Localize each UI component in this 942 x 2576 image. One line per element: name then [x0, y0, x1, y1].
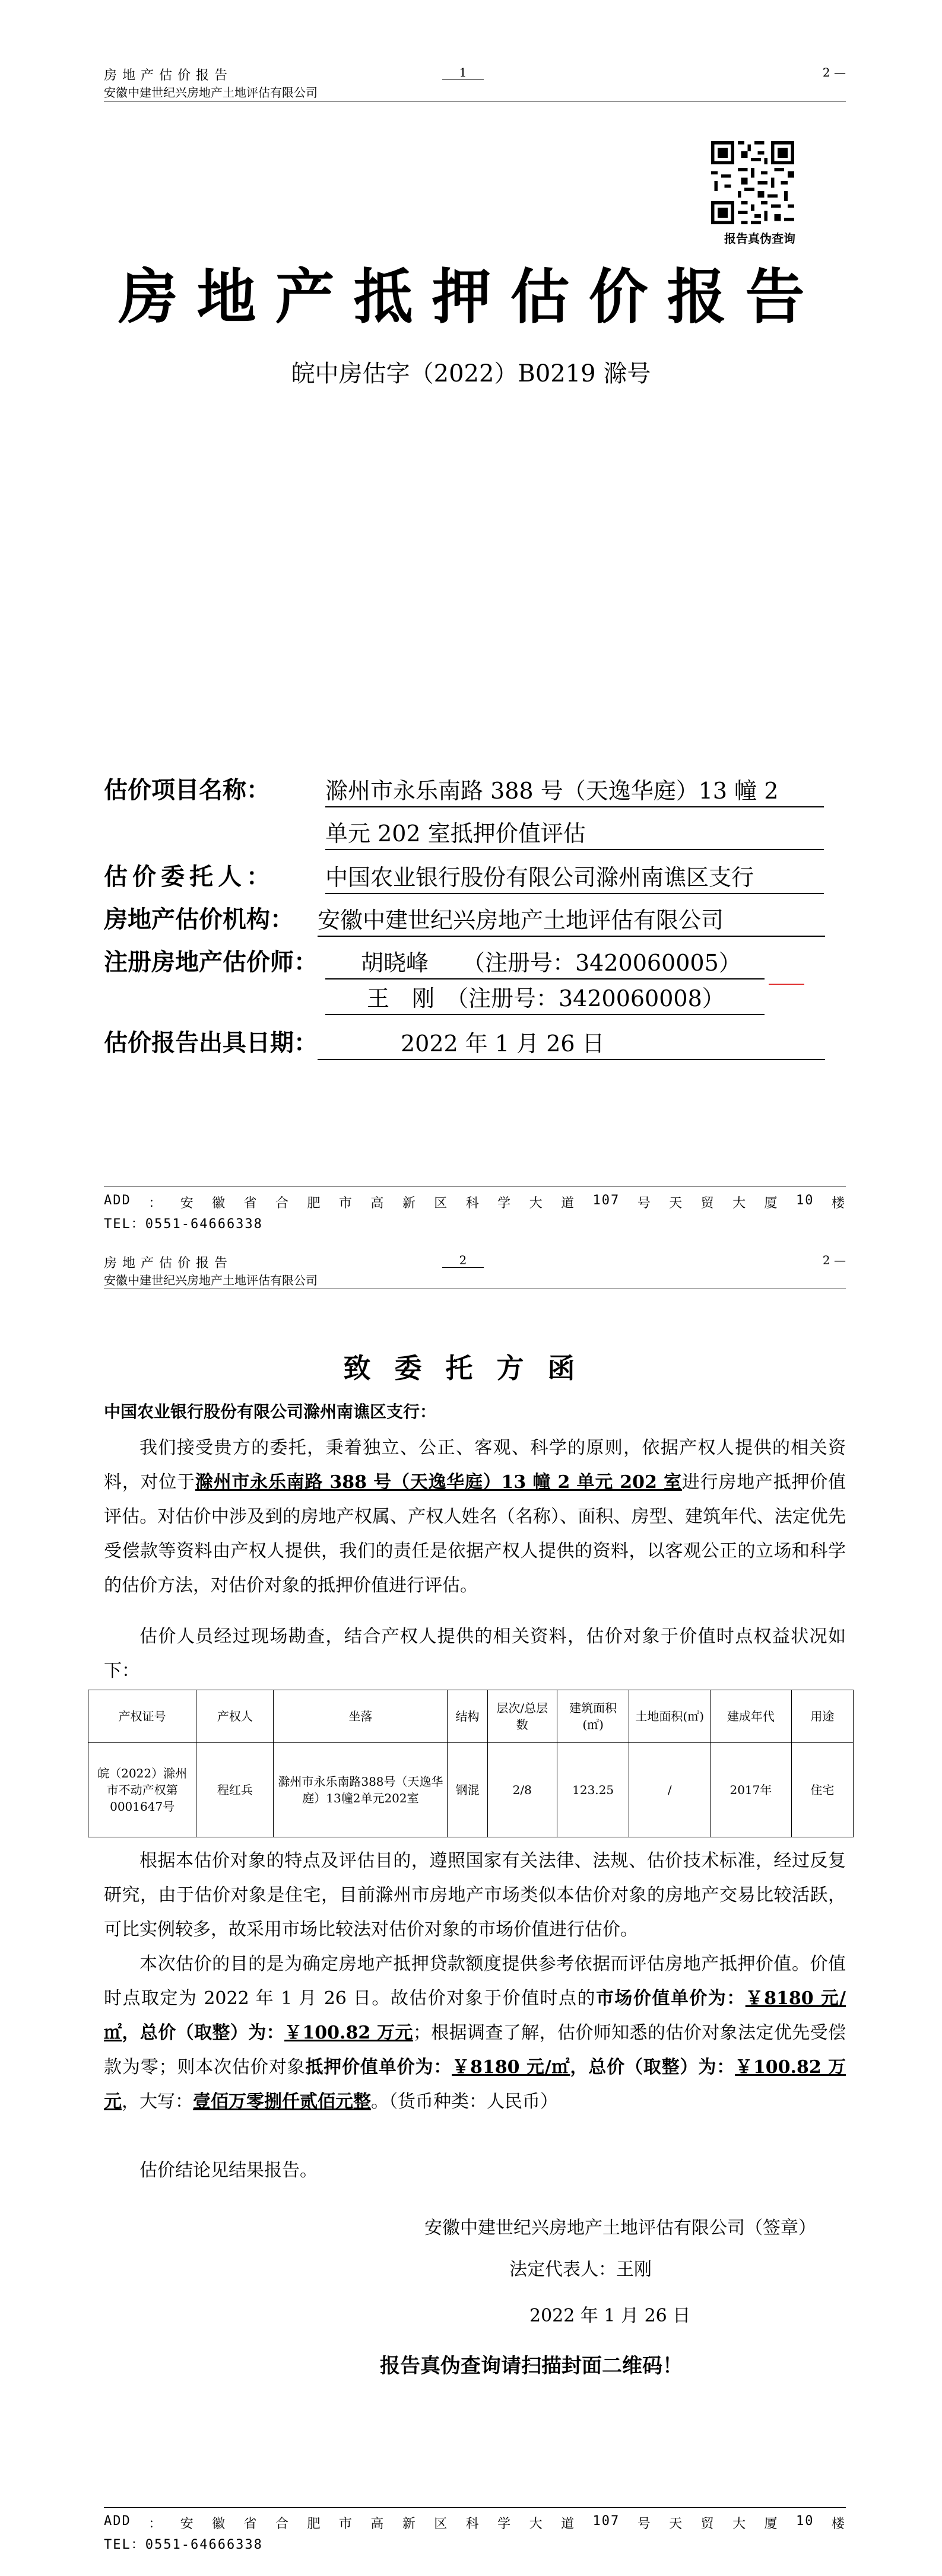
amount-in-words: 壹佰万零捌仟贰佰元整	[193, 2091, 371, 2112]
table-header: 产权人	[196, 1690, 274, 1743]
addr-char: 号	[637, 2517, 652, 2532]
p1-a: 我们接受贵方的委托，秉着独立、公正、客观、科学的原则，依据产权人提供的相关资料，对位于	[104, 1438, 846, 1493]
table-header: 层次/总层数	[487, 1690, 557, 1743]
table-cell: 2017年	[711, 1743, 792, 1837]
signature-date: 2022 年 1 月 26 日	[529, 2305, 691, 2326]
appraiser-label: 注册房地产估价师：	[104, 949, 318, 976]
addr-char: 安	[180, 1196, 195, 1211]
report-number: 皖中房估字（2022）B0219 滁号	[291, 360, 651, 387]
addr-char: 区	[434, 2517, 449, 2532]
footer	[104, 1187, 846, 1232]
addr-char: 大	[529, 1196, 544, 1211]
addr-char: 省	[243, 1196, 258, 1211]
paragraph-4	[104, 1947, 846, 2119]
addr-char: 徽	[212, 2517, 227, 2532]
table-row	[88, 1743, 854, 1837]
market-total-label: ，总价（取整）为：	[122, 2022, 284, 2043]
addr-char: 科	[465, 1196, 480, 1211]
addr-char: ：	[148, 1196, 163, 1211]
letter-title: 致委托方函	[343, 1352, 599, 1384]
p4-text: ；根据调查了解，估价师知悉的估价对象法定优先受偿款为零；则本次估价对象	[104, 2022, 846, 2078]
table-header-row	[88, 1690, 854, 1743]
legal-representative: 法定代表人：王刚	[509, 2259, 652, 2280]
table-header: 用途	[791, 1690, 853, 1743]
header-company: 安徽中建世纪兴房地产土地评估有限公司	[104, 1273, 318, 1287]
header-title: 房地产估价报告	[104, 68, 233, 83]
addr-char: 学	[497, 2517, 512, 2532]
date-label: 估价报告出具日期：	[104, 1029, 318, 1057]
header-page-number: 1	[442, 65, 484, 80]
addr-char: 道	[561, 1196, 576, 1211]
letter-page	[0, 1240, 942, 2576]
client-value: 中国农业银行股份有限公司滁州南谯区支行	[325, 859, 824, 894]
table-cell: 钢混	[448, 1743, 487, 1837]
footer-address	[104, 1193, 846, 1211]
agency-value: 安徽中建世纪兴房地产土地评估有限公司	[318, 902, 825, 937]
header-total-pages: 2 —	[822, 1253, 846, 1267]
salutation: 中国农业银行股份有限公司滁州南谯区支行：	[104, 1402, 437, 1421]
paragraph-3: 根据本估价对象的特点及评估目的，遵照国家有关法律、法规、估价技术标准，经过反复研究，由于估价对象是住宅，目前滁州市房地产市场类似本估价对象的房地产交易比较活跃，可比实例较多，故采用市场比较法对估价对象的市场价值进行估价。	[104, 1850, 846, 1940]
addr-char: 号	[637, 1196, 652, 1211]
mortgage-total-price: ￥100.82 万元	[104, 2057, 846, 2112]
running-header	[104, 65, 846, 101]
addr-char: 107	[592, 1193, 620, 1208]
table-header: 产权证号	[88, 1690, 196, 1743]
cover-page	[0, 0, 942, 1240]
addr-char: 10	[795, 1193, 814, 1208]
addr-char: 贸	[700, 2517, 715, 2532]
header-company: 安徽中建世纪兴房地产土地评估有限公司	[104, 85, 318, 100]
table-cell: 住宅	[791, 1743, 853, 1837]
addr-char: 学	[497, 1196, 512, 1211]
project-value-line2: 单元 202 室抵押价值评估	[325, 815, 824, 850]
addr-char: 肥	[307, 1196, 322, 1211]
agency-label: 房地产估价机构：	[104, 906, 294, 933]
addr-char: 大	[732, 1196, 747, 1211]
addr-char: 肥	[307, 2517, 322, 2532]
addr-char: 107	[592, 2514, 620, 2529]
p4-text: ，大写：	[122, 2091, 193, 2112]
addr-char: 高	[370, 2517, 385, 2532]
addr-char: 大	[732, 2517, 747, 2532]
addr-char: 新	[402, 2517, 417, 2532]
addr-char: ADD	[104, 1193, 131, 1208]
addr-char: 区	[434, 1196, 449, 1211]
addr-char: 省	[243, 2517, 258, 2532]
table-header: 建筑面积(㎡)	[557, 1690, 629, 1743]
report-title: 房地产抵押估价报告	[118, 262, 824, 332]
appraiser-1: 胡晓峰 （注册号：3420060005）	[325, 944, 765, 979]
addr-char: ADD	[104, 2514, 131, 2529]
p1-c: 进行房地产抵押价值评估。对估价中涉及到的房地产权属、产权人姓名（名称）、面积、房型、建筑年代、法定优先受偿款等资料由产权人提供，我们的责任是依据产权人提供的资料，以客观公正的立场和科学的估价方法，对估价对象的抵押价值进行评估。	[104, 1472, 846, 1596]
table-header: 坐落	[274, 1690, 448, 1743]
addr-char: 市	[338, 1196, 353, 1211]
property-table	[88, 1690, 854, 1837]
p4-text: 。（货币种类：人民币）	[371, 2091, 558, 2112]
p4-text: 本次估价的目的是为确定房地产抵押贷款额度提供参考依据而评估房地产抵押价值。价值时点取定为 2022 年 1 月 26 日。故估价对象于价值时点的	[104, 1954, 846, 2009]
addr-char: 合	[275, 1196, 290, 1211]
date-value: 2022 年 1 月 26 日	[318, 1025, 825, 1060]
table-cell: 2/8	[487, 1743, 557, 1837]
running-header	[104, 1253, 846, 1289]
addr-char: 安	[180, 2517, 195, 2532]
table-header: 土地面积(㎡)	[629, 1690, 711, 1743]
addr-char: 贸	[700, 1196, 715, 1211]
footer-tel: TEL：0551-64666338	[104, 1217, 263, 1232]
verify-note: 报告真伪查询请扫描封面二维码！	[380, 2354, 683, 2378]
header-title: 房地产估价报告	[104, 1256, 233, 1271]
addr-char: 高	[370, 1196, 385, 1211]
table-cell: 皖（2022）滁州市不动产权第0001647号	[88, 1743, 196, 1837]
client-label: 估价委托人：	[104, 863, 275, 891]
addr-char: 楼	[831, 2517, 846, 2532]
header-total-pages: 2 —	[822, 65, 846, 79]
paragraph-2: 估价人员经过现场勘查，结合产权人提供的相关资料，估价对象于价值时点权益状况如下：	[104, 1626, 846, 1681]
property-address: 滁州市永乐南路 388 号（天逸华庭）13 幢 2 单元 202 室	[195, 1472, 682, 1493]
addr-char: 科	[465, 2517, 480, 2532]
red-mark	[769, 984, 804, 985]
mortgage-unit-label: 抵押价值单价为：	[305, 2057, 452, 2078]
table-cell: 滁州市永乐南路388号（天逸华庭）13幢2单元202室	[274, 1743, 448, 1837]
addr-char: 厦	[764, 2517, 779, 2532]
addr-char: 大	[529, 2517, 544, 2532]
footer-rule	[104, 2507, 846, 2508]
market-unit-price: ￥8180 元/㎡	[104, 1988, 846, 2043]
mortgage-total-label: ，总价（取整）为：	[570, 2057, 735, 2078]
addr-char: 合	[275, 2517, 290, 2532]
footer-tel: TEL：0551-64666338	[104, 2537, 263, 2552]
market-total-price: ￥100.82 万元	[284, 2022, 413, 2043]
qr-code-icon[interactable]	[711, 141, 794, 224]
project-label: 估价项目名称：	[104, 777, 270, 804]
table-cell: 程红兵	[196, 1743, 274, 1837]
addr-char: 徽	[212, 1196, 227, 1211]
addr-char: 市	[338, 2517, 353, 2532]
addr-char: 天	[669, 2517, 684, 2532]
signature-company: 安徽中建世纪兴房地产土地评估有限公司（签章）	[424, 2218, 816, 2238]
header-page-number: 2	[442, 1253, 484, 1268]
table-header: 建成年代	[711, 1690, 792, 1743]
market-unit-label: 市场价值单价为：	[595, 1988, 746, 2009]
mortgage-unit-price: ￥8180 元/㎡	[452, 2057, 570, 2078]
addr-char: 天	[669, 1196, 684, 1211]
paragraph-5: 估价结论见结果报告。	[139, 2160, 318, 2181]
qr-caption: 报告真伪查询	[724, 231, 795, 246]
table-cell: 123.25	[557, 1743, 629, 1837]
table-cell: /	[629, 1743, 711, 1837]
addr-char: 厦	[764, 1196, 779, 1211]
addr-char: 新	[402, 1196, 417, 1211]
footer	[104, 2507, 846, 2553]
appraiser-2: 王 刚 （注册号：3420060008）	[325, 980, 765, 1015]
addr-char: 楼	[831, 1196, 846, 1211]
addr-char: 10	[795, 2514, 814, 2529]
paragraph-1	[104, 1431, 846, 1603]
footer-address	[104, 2514, 846, 2532]
project-value-line1: 滁州市永乐南路 388 号（天逸华庭）13 幢 2	[325, 772, 824, 807]
addr-char: 道	[561, 2517, 576, 2532]
addr-char: ：	[148, 2517, 163, 2532]
table-header: 结构	[448, 1690, 487, 1743]
